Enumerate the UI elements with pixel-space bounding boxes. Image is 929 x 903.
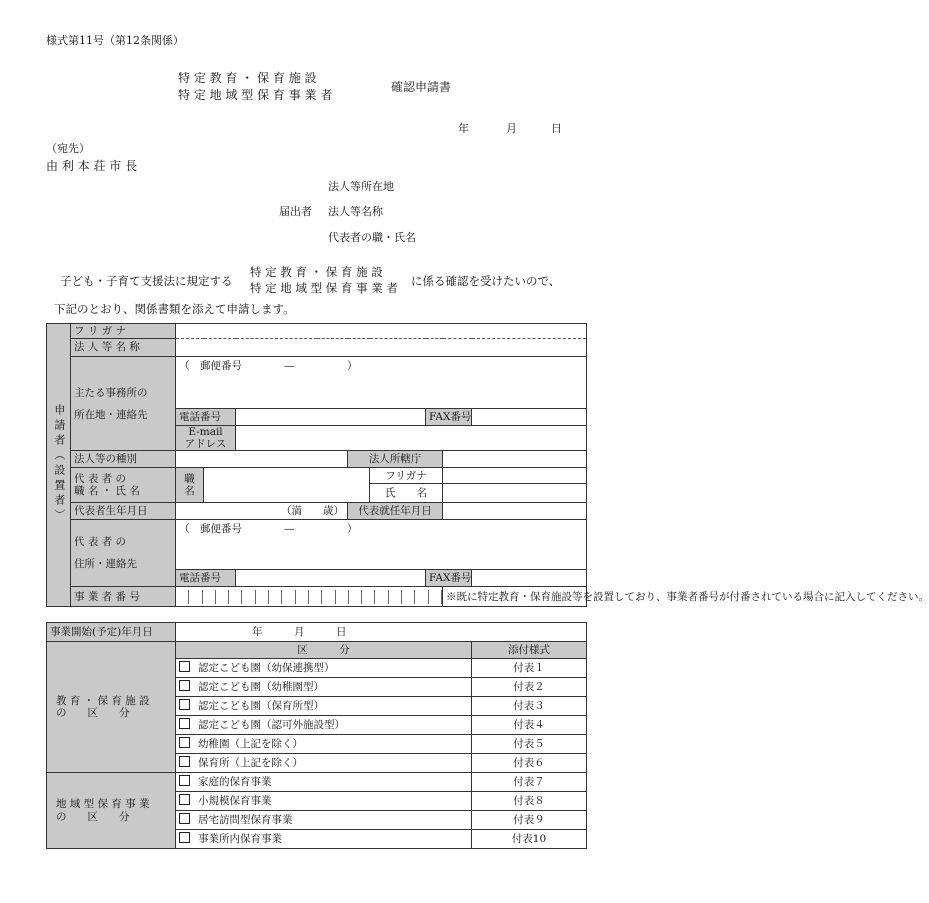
submitter-rep: 代表者の職・氏名	[328, 231, 416, 244]
edu-item-5[interactable]: 幼稚園（上記を除く）	[176, 735, 472, 754]
shimei-label: 氏 名	[370, 484, 443, 503]
regional-category-label: 地 域 型 保 育 事 業 の 区 分	[47, 773, 176, 849]
checkbox[interactable]	[179, 680, 190, 691]
reg-item-2[interactable]: 小規模保育事業	[176, 792, 472, 811]
main-office-tel-label: 電話番号	[176, 409, 236, 426]
title-line-2: 特 定 地 域 型 保 育 事 業 者	[178, 88, 333, 102]
rep-fax-label: FAX番号	[426, 570, 472, 587]
addressee-label: （宛先）	[46, 142, 90, 155]
rep-fax-field[interactable]	[472, 570, 587, 587]
main-office-label: 主たる事務所の 所在地・連絡先	[71, 357, 176, 451]
corp-name-label: 法 人 等 名 称	[71, 339, 176, 357]
rep-tel-field[interactable]	[236, 570, 426, 587]
body-prefix: 子ども・子育て支援法に規定する	[60, 274, 233, 288]
checkbox[interactable]	[179, 756, 190, 767]
edu-category-label: 教 育 ・ 保 育 施 設 の 区 分	[47, 642, 176, 773]
category-table	[46, 622, 587, 849]
submitter-label: 届出者	[279, 205, 312, 218]
body-suffix: に係る確認を受けたいので、	[411, 274, 561, 288]
date-month: 月	[506, 122, 517, 135]
jurisdiction-field[interactable]	[443, 451, 587, 468]
shoku-label: 職 名	[176, 468, 204, 503]
edu-item-1[interactable]: 認定こども園（幼保連携型）	[176, 659, 472, 678]
checkbox[interactable]	[179, 718, 190, 729]
reg-attach-3: 付表９	[472, 811, 587, 830]
body-line-2: 特 定 地 域 型 保 育 事 業 者	[250, 281, 398, 295]
email-label: E-mail アドレス	[176, 426, 236, 451]
edu-attach-4: 付表４	[472, 716, 587, 735]
reg-attach-2: 付表８	[472, 792, 587, 811]
email-field[interactable]	[236, 426, 587, 451]
addressee-name: 由 利 本 荘 市 長	[46, 159, 138, 173]
rep-address-label: 代 表 者 の 住所・連絡先	[71, 520, 176, 587]
rep-birth-label: 代表者生年月日	[71, 503, 176, 520]
edu-item-6[interactable]: 保育所（上記を除く）	[176, 754, 472, 773]
title-line-1: 特 定 教 育 ・ 保 育 施 設	[178, 71, 317, 85]
title-suffix: 確認申請書	[391, 80, 452, 94]
edu-attach-5: 付表５	[472, 735, 587, 754]
furigana-label: フ リ ガ ナ	[71, 324, 176, 339]
jurisdiction-label: 法人所轄庁	[348, 451, 443, 468]
checkbox[interactable]	[179, 775, 190, 786]
edu-attach-6: 付表６	[472, 754, 587, 773]
reg-item-3[interactable]: 居宅訪問型保育事業	[176, 811, 472, 830]
date-year: 年	[458, 122, 469, 135]
rep-tel-label: 電話番号	[176, 570, 236, 587]
checkbox[interactable]	[179, 661, 190, 672]
edu-attach-2: 付表２	[472, 678, 587, 697]
furigana-small-label: フリガナ	[370, 468, 443, 484]
start-date-label: 事業開始(予定)年月日	[47, 623, 176, 642]
corp-type-field[interactable]	[176, 451, 348, 468]
application-table	[46, 323, 929, 607]
attach-header: 添付様式	[472, 642, 587, 659]
main-office-postal[interactable]: （ 郵便番号 — ）	[176, 357, 587, 409]
date-day: 日	[551, 122, 562, 135]
checkbox[interactable]	[179, 794, 190, 805]
edu-item-4[interactable]: 認定こども園（認可外施設型）	[176, 716, 472, 735]
submitter-address: 法人等所在地	[328, 180, 394, 193]
checkbox[interactable]	[179, 813, 190, 824]
rep-title-field[interactable]	[204, 468, 370, 503]
rep-address-postal[interactable]: （ 郵便番号 — ）	[176, 520, 587, 570]
body-line-3: 下記のとおり、関係書類を添えて申請します。	[54, 302, 295, 316]
biz-no-note: ※既に特定教育・保育施設等を設置しており、事業者番号が付番されている場合に記入してください。	[443, 587, 587, 607]
checkbox[interactable]	[179, 737, 190, 748]
rep-furigana-field[interactable]	[443, 468, 587, 484]
kubun-header: 区 分	[176, 642, 472, 659]
rep-tenure-field[interactable]	[443, 503, 587, 520]
reg-item-4[interactable]: 事業所内保育事業	[176, 830, 472, 849]
main-office-fax-label: FAX番号	[426, 409, 472, 426]
form-number: 様式第11号（第12条関係）	[46, 34, 184, 47]
edu-attach-1: 付表１	[472, 659, 587, 678]
rep-tenure-label: 代表就任年月日	[348, 503, 443, 520]
reg-attach-1: 付表７	[472, 773, 587, 792]
start-date-field[interactable]: 年 月 日	[176, 623, 587, 642]
reg-attach-4: 付表10	[472, 830, 587, 849]
rep-age-field[interactable]: （満 歳）	[176, 503, 348, 520]
furigana-field[interactable]	[176, 324, 587, 339]
edu-item-3[interactable]: 認定こども園（保育所型）	[176, 697, 472, 716]
main-office-fax-field[interactable]	[472, 409, 587, 426]
edu-attach-3: 付表３	[472, 697, 587, 716]
submitter-name: 法人等名称	[328, 205, 383, 218]
reg-item-1[interactable]: 家庭的保育事業	[176, 773, 472, 792]
corp-name-field[interactable]	[176, 339, 587, 357]
edu-item-2[interactable]: 認定こども園（幼稚園型）	[176, 678, 472, 697]
biz-no-field[interactable]	[176, 587, 443, 607]
rep-label: 代 表 者 の 職 名 ・ 氏 名	[71, 468, 176, 503]
rep-name-field[interactable]	[443, 484, 587, 503]
checkbox[interactable]	[179, 832, 190, 843]
checkbox[interactable]	[179, 699, 190, 710]
corp-type-label: 法人等の種別	[71, 451, 176, 468]
biz-no-label: 事 業 者 番 号	[71, 587, 176, 607]
applicant-side-label: 申請者（設置者）	[47, 324, 71, 607]
main-office-tel-field[interactable]	[236, 409, 426, 426]
body-line-1: 特 定 教 育 ・ 保 育 施 設	[250, 265, 383, 279]
